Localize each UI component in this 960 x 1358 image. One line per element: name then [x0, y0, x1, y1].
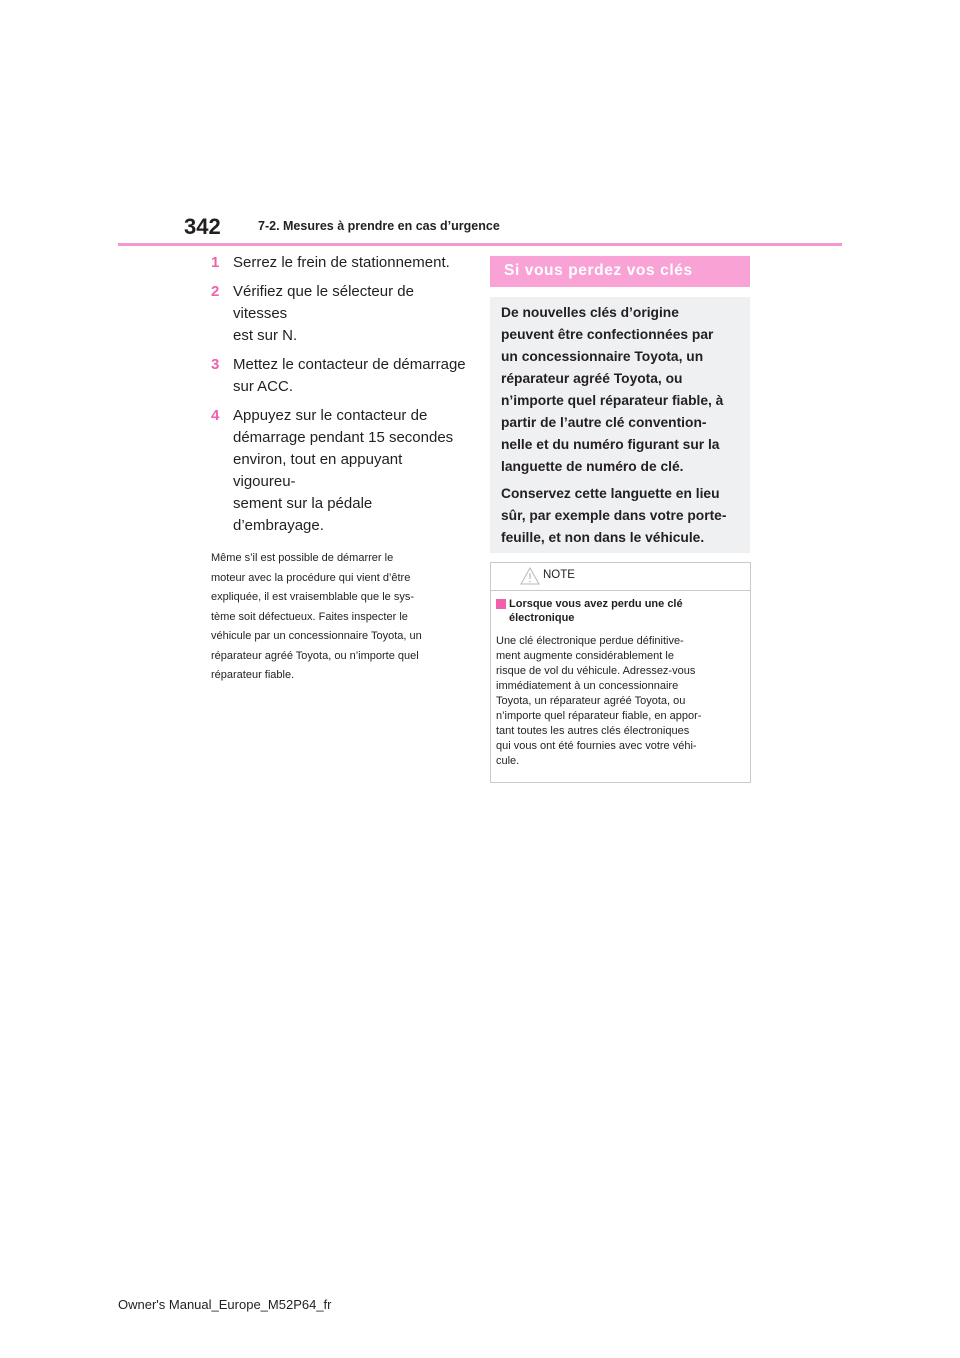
note-label: NOTE: [543, 569, 575, 581]
info-line: partir de l’autre clé convention-: [501, 415, 707, 430]
note-line: expliquée, il est vraisemblable que le sys-: [211, 591, 414, 603]
note-line: réparateur agréé Toyota, ou n’importe quel: [211, 649, 419, 662]
note-line: moteur avec la procédure qui vient d’être: [211, 571, 411, 584]
note-line: Même s’il est possible de démarrer le: [211, 552, 394, 564]
header-rule: [118, 243, 842, 246]
info-line: nelle et du numéro figurant sur la: [501, 437, 720, 452]
step-1: [211, 252, 467, 274]
note-body-line: risque de vol du véhicule. Adressez-vous: [496, 665, 696, 677]
heading-text: Si vous perdez vos clés: [504, 262, 693, 279]
step-line: Appuyez sur le contacteur de: [233, 407, 428, 424]
note-body-line: qui vous ont été fournies avec votre véhi-: [496, 740, 697, 752]
step-3: [211, 354, 467, 398]
info-line: sûr, par exemple dans votre porte-: [501, 508, 727, 523]
info-line: un concessionnaire Toyota, un: [501, 349, 704, 364]
step-number: 1: [211, 254, 220, 271]
info-line: n’importe quel réparateur fiable, à: [501, 393, 724, 408]
note-header: [491, 563, 750, 591]
info-box: [490, 297, 750, 553]
info-paragraph: [501, 302, 743, 478]
warning-triangle-icon: [520, 567, 540, 585]
info-line: peuvent être confectionnées par: [501, 327, 714, 342]
step-line: Vérifiez que le sélecteur de vitesses: [233, 283, 414, 322]
note-line: véhicule par un concessionnaire Toyota, un: [211, 630, 422, 642]
info-line: languette de numéro de clé.: [501, 459, 684, 474]
lost-keys-heading: [490, 256, 750, 287]
step-line: environ, tout en appuyant vigoureu-: [233, 451, 403, 490]
info-line: Conservez cette languette en lieu: [501, 486, 720, 501]
note-body-line: tant toutes les autres clés électroniques: [496, 725, 690, 737]
note-title: [496, 597, 741, 625]
square-bullet-icon: [496, 599, 506, 609]
note-box: [490, 562, 751, 783]
step-line: sement sur la pédale d’embrayage.: [233, 495, 373, 534]
page-number: 342: [184, 214, 221, 239]
info-line: De nouvelles clés d’origine: [501, 305, 679, 320]
note-title-line: Lorsque vous avez perdu une clé: [509, 598, 683, 610]
info-paragraph: [501, 483, 743, 549]
step-number: 3: [211, 356, 220, 373]
info-line: réparateur agréé Toyota, ou: [501, 371, 683, 386]
note-body-line: cule.: [496, 755, 520, 767]
note-body-line: Une clé électronique perdue définitive-: [496, 635, 684, 647]
step-line: Serrez le frein de stationnement.: [233, 254, 450, 271]
footer-text: Owner's Manual_Europe_M52P64_fr: [118, 1297, 332, 1312]
procedure-column: [211, 252, 467, 686]
note-body: [496, 634, 741, 769]
note-line: réparateur fiable.: [211, 669, 295, 681]
step-line: Mettez le contacteur de démarrage: [233, 356, 466, 373]
note-body-line: ment augmente considérablement le: [496, 650, 674, 662]
note-title-line: électronique: [509, 612, 575, 624]
step-2: [211, 281, 467, 347]
supplementary-note: [211, 549, 467, 686]
section-title: 7-2. Mesures à prendre en cas d’urgence: [258, 219, 500, 233]
info-line: feuille, et non dans le véhicule.: [501, 530, 705, 545]
step-4: [211, 405, 467, 537]
step-number: 2: [211, 283, 220, 300]
note-body-line: immédiatement à un concessionnaire: [496, 680, 679, 692]
step-line: démarrage pendant 15 secondes: [233, 429, 454, 446]
note-body-line: Toyota, un réparateur agréé Toyota, ou: [496, 695, 686, 707]
note-line: tème soit défectueux. Faites inspecter le: [211, 610, 408, 623]
step-line: sur ACC.: [233, 378, 294, 395]
note-body-line: n’importe quel réparateur fiable, en appor-: [496, 710, 702, 722]
step-number: 4: [211, 407, 220, 424]
step-line: est sur N.: [233, 327, 298, 344]
